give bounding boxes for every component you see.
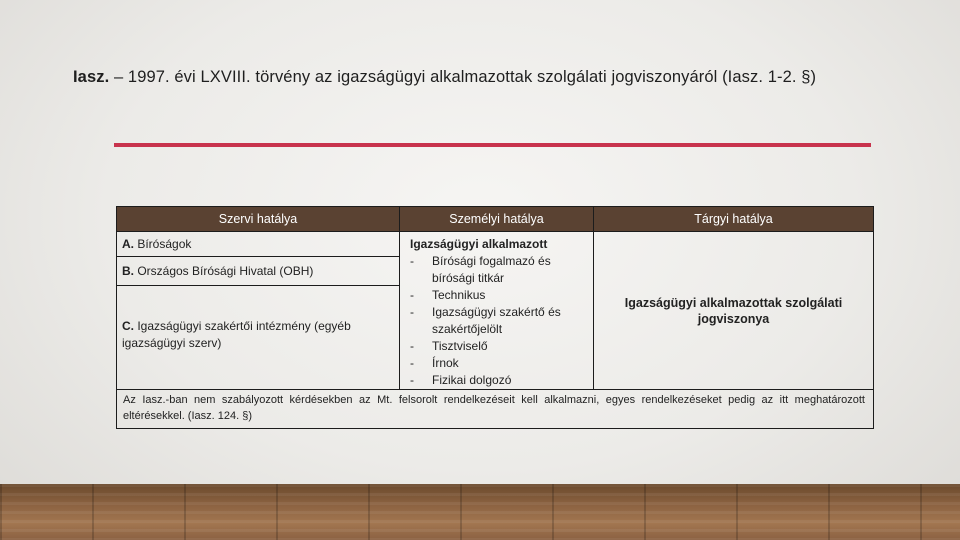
accent-rule	[114, 143, 871, 147]
footnote-row	[117, 390, 874, 429]
scope-table	[116, 206, 874, 429]
list-item	[410, 253, 585, 287]
title-rest: – 1997. évi LXVIII. törvény az igazságügyi alkalmazottak szolgálati jogviszonyáról (Iasz. 1-2. §)	[109, 68, 817, 86]
szervi-text-b: Országos Bírósági Hivatal (OBH)	[134, 264, 314, 278]
body-row	[117, 232, 874, 390]
szervi-prefix-a: A.	[122, 237, 134, 251]
szemelyi-head: Igazságügyi alkalmazott	[410, 237, 548, 251]
footnote: Az Iasz.-ban nem szabályozott kérdésekben az Mt. felsorolt rendelkezéseit kell alkalmazni, egyes rendelkezéseket pedig az itt meghatározott eltérésekkel. (Iasz. 124. §)	[117, 390, 874, 429]
list-dash: -	[410, 339, 414, 353]
wood-floor	[0, 484, 960, 540]
szervi-item-c	[117, 286, 399, 388]
slide-title	[73, 68, 913, 87]
list-dash: -	[410, 356, 414, 370]
list-dash: -	[410, 305, 414, 319]
szemelyi-cell	[400, 232, 594, 390]
szemelyi-list	[410, 253, 585, 389]
title-bold: Iasz.	[73, 68, 110, 86]
list-item	[410, 355, 585, 372]
szervi-text-c: Igazságügyi szakértői intézmény (egyéb igazságügyi szerv)	[122, 319, 351, 350]
list-text: Igazságügyi szakértő és szakértőjelölt	[432, 305, 561, 336]
list-item	[410, 304, 585, 338]
list-item	[410, 287, 585, 304]
szervi-cell	[117, 232, 400, 390]
targyi-cell: Igazságügyi alkalmazottak szolgálati jogviszonya	[594, 232, 874, 390]
list-item	[410, 338, 585, 355]
list-text: Technikus	[432, 288, 486, 302]
szervi-item-b	[117, 257, 399, 286]
header-szervi: Szervi hatálya	[117, 207, 400, 232]
list-text: Fizikai dolgozó	[432, 373, 512, 387]
szervi-text-a: Bíróságok	[134, 237, 192, 251]
header-row	[117, 207, 874, 232]
szervi-item-a	[117, 232, 399, 257]
list-dash: -	[410, 254, 414, 268]
szervi-prefix-b: B.	[122, 264, 134, 278]
list-dash: -	[410, 373, 414, 387]
header-szemelyi: Személyi hatálya	[400, 207, 594, 232]
list-item	[410, 372, 585, 389]
list-text: Bírósági fogalmazó és bírósági titkár	[432, 254, 551, 285]
list-text: Írnok	[432, 356, 459, 370]
list-text: Tisztviselő	[432, 339, 488, 353]
szervi-prefix-c: C.	[122, 319, 134, 333]
list-dash: -	[410, 288, 414, 302]
header-targyi: Tárgyi hatálya	[594, 207, 874, 232]
